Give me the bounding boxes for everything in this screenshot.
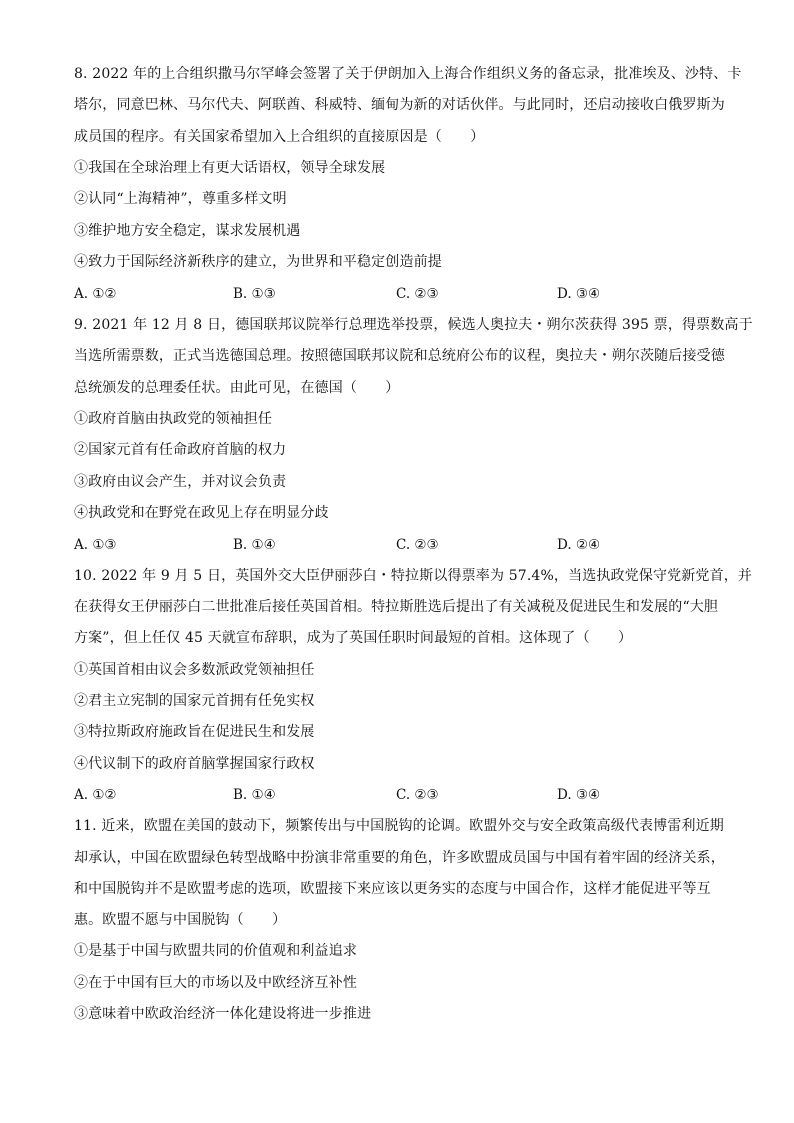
question-9-option-a: A. ①③ [74,537,117,553]
question-10-option-c: C. ②③ [396,787,439,803]
question-10-stem-line-3: 方案”，但上任仅 45 天就宣布辞职，成为了英国任职时间最短的首相。这体现了（ ） [74,630,633,646]
question-8-item-4: ④致力于国际经济新秩序的建立，为世界和平稳定创造前提 [74,254,442,270]
question-8-stem-line-2: 塔尔，同意巴林、马尔代夫、阿联酋、科威特、缅甸为新的对话伙伴。与此同时，还启动接收白俄罗斯为 [74,97,725,113]
question-10-stem-line-2: 在获得女王伊丽莎白二世批准后接任英国首相。特拉斯胜选后提出了有关减税及促进民生和发展的“大胆 [74,599,719,615]
question-11-item-2: ②在于中国有巨大的市场以及中欧经济互补性 [74,975,357,991]
question-9-stem-line-2: 当选所需票数，正式当选德国总理。按照德国联邦议院和总统府公布的议程，奥拉夫・朔尔茨随后接受德 [74,348,725,364]
question-8-stem-line-1: 8. 2022 年的上合组织撒马尔罕峰会签署了关于伊朗加入上海合作组织义务的备忘录，批准埃及、沙特、卡 [74,66,742,82]
question-9-option-c: C. ②③ [396,537,439,553]
question-11-stem-line-4: 惠。欧盟不愿与中国脱钩（ ） [74,912,287,928]
question-11-stem-line-2: 却承认，中国在欧盟绿色转型战略中扮演非常重要的角色，许多欧盟成员国与中国有着牢固的经济关系， [74,850,725,866]
question-9-item-1: ①政府首脑由执政党的领袖担任 [74,411,273,427]
question-10-item-2: ②君主立宪制的国家元首拥有任免实权 [74,693,315,709]
question-9-stem-line-1: 9. 2021 年 12 月 8 日，德国联邦议院举行总理选举投票，候选人奥拉夫・朔尔茨获得 395 票，得票数高于 [74,317,753,333]
question-10-stem-line-1: 10. 2022 年 9 月 5 日，英国外交大臣伊丽莎白・特拉斯以得票率为 57.4%，当选执政党保守党新党首，并 [74,568,753,584]
question-10-option-d: D. ③④ [557,787,601,803]
question-8-stem-line-3: 成员国的程序。有关国家希望加入上合组织的直接原因是（ ） [74,129,485,145]
question-8-option-b: B. ①③ [233,286,276,302]
question-8-option-a: A. ①② [74,286,117,302]
question-9-stem-line-3: 总统颁发的总理委任状。由此可见，在德国（ ） [74,380,400,396]
question-9-item-4: ④执政党和在野党在政见上存在明显分歧 [74,505,329,521]
question-9-item-3: ③政府由议会产生，并对议会负责 [74,474,287,490]
question-10-item-4: ④代议制下的政府首脑掌握国家行政权 [74,756,315,772]
question-8-item-3: ③维护地方安全稳定，谋求发展机遇 [74,223,301,239]
question-11-stem-line-1: 11. 近来，欧盟在美国的鼓动下，频繁传出与中国脱钩的论调。欧盟外交与安全政策高级代表博雷利近期 [74,818,724,834]
question-9-option-d: D. ②④ [557,537,601,553]
question-11-item-1: ①是基于中国与欧盟共同的价值观和利益追求 [74,943,357,959]
question-8-option-c: C. ②③ [396,286,439,302]
question-10-item-1: ①英国首相由议会多数派政党领袖担任 [74,662,315,678]
question-8-option-d: D. ③④ [557,286,601,302]
question-9-option-b: B. ①④ [233,537,276,553]
question-10-option-b: B. ①④ [233,787,276,803]
question-10-item-3: ③特拉斯政府施政旨在促进民生和发展 [74,724,315,740]
question-8-item-2: ②认同“上海精神”，尊重多样文明 [74,191,287,207]
question-10-option-a: A. ①② [74,787,117,803]
question-11-stem-line-3: 和中国脱钩并不是欧盟考虑的选项，欧盟接下来应该以更务实的态度与中国合作，这样才能促进平等互 [74,881,711,897]
question-8-item-1: ①我国在全球治理上有更大话语权，领导全球发展 [74,160,386,176]
question-11-item-3: ③意味着中欧政治经济一体化建设将进一步推进 [74,1006,372,1022]
question-9-item-2: ②国家元首有任命政府首脑的权力 [74,442,287,458]
